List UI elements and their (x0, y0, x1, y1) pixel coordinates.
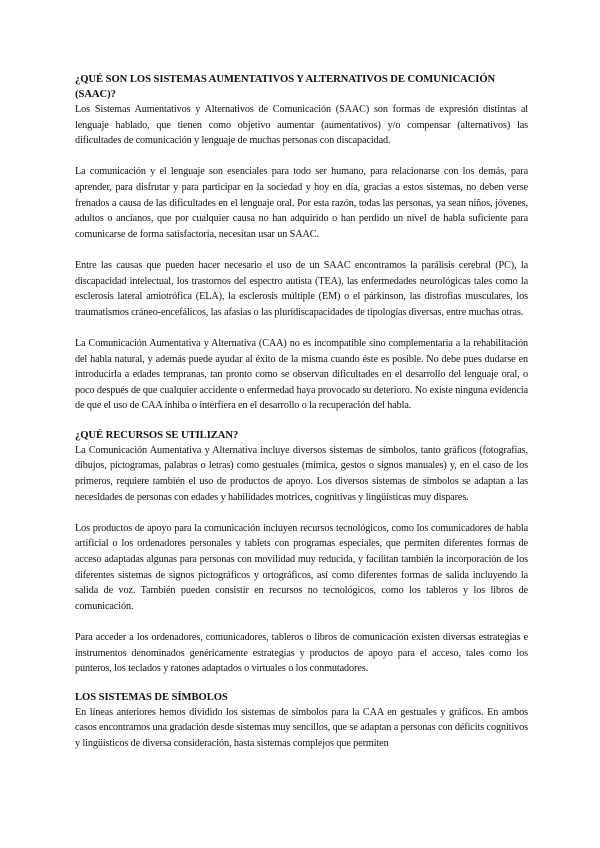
paragraph-importance: La comunicación y el lenguaje son esenciales para todo ser humano, para relacionarse con los demás, para aprender, para disfrutar y para participar en la sociedad y hoy en día, gracias a estos sistemas, no deben verse frenados a causa de las dificultades en el lenguaje oral. Por esta razón, todas las personas, ya sean niños, jóvenes, adultos o ancianos, que por cualquier causa no han adquirido o han perdido un nivel de habla suficiente para comunicarse de forma satisfactoria, necesitan usar un SAAC. (75, 166, 528, 240)
paragraph-caa-rehabilitation: La Comunicación Aumentativa y Alternativa (CAA) no es incompatible sino complementaria a la rehabilitación del habla natural, y además puede ayudar al éxito de la misma cuando éste es posible. No debe pues dudarse en introducirla a edades tempranas, tan pronto como se observan dificultades en el desarrollo del lenguaje oral, o poco después de que cualquier accidente o enfermedad haya provocado su deterioro. No existe ninguna evidencia de que el uso de CAA inhiba o interfiera en el desarrollo o la recuperación del habla. (75, 337, 528, 412)
paragraph-gap (75, 505, 528, 521)
heading-resources: ¿QUÉ RECURSOS SE UTILIZAN? (75, 429, 239, 441)
section-symbol-systems (75, 690, 528, 752)
paragraph-definition: Los Sistemas Aumentativos y Alternativos de Comunicación (SAAC) son formas de expresión distintas al lenguaje hablado, que tienen como objetivo aumentar (aumentativos) y/o compensar (alternativos) las dificultades de comunicación y lenguaje de muchas personas con discapacidad. (75, 104, 528, 147)
paragraph-symbol-gradation: En líneas anteriores hemos dividido los sistemas de símbolos para la CAA en gestuales y gráficos. En ambos casos encontramos una gradación desde sistemas muy sencillos, que se adaptan a personas con déficits cognitivos y lingüísticos de diversa consideración, hasta sistemas complejos que permiten (75, 706, 528, 749)
heading-symbol-systems: LOS SISTEMAS DE SÍMBOLOS (75, 691, 228, 703)
paragraph-symbol-systems: La Comunicación Aumentativa y Alternativa incluye diversos sistemas de símbolos, tanto gráficos (fotografías, dibujos, pictogramas, palabras o letras) como gestuales (mímica, gestos o signos manuales) y, en el caso de los primeros, requiere también el uso de productos de apoyo. Los diversos sistemas de símbolos se adaptan a las necesidades de personas con edades y habilidades motrices, cognitivas y lingüísticas muy dispares. (75, 444, 528, 503)
paragraph-gap (75, 242, 528, 258)
paragraph-gap (75, 320, 528, 336)
paragraph-gap (75, 614, 528, 630)
paragraph-support-products: Los productos de apoyo para la comunicación incluyen recursos tecnológicos, como los comunicadores de habla artificial o los ordenadores personales y tablets con programas especiales, que permiten diferentes formas de acceso adaptadas algunas para personas con movilidad muy reducida, y facilitan también la incorporación de los diferentes sistemas de signos pictográficos y ortográficos, así como diferentes formas de salida incluyendo la salida de voz. También pueden consistir en recursos no tecnológicos, como los tableros y los libros de comunicación. (75, 522, 528, 612)
paragraph-gap (75, 149, 528, 165)
heading-what-are-saac: ¿QUÉ SON LOS SISTEMAS AUMENTATIVOS Y ALTERNATIVOS DE COMUNICACIÓN (SAAC)? (75, 74, 496, 100)
paragraph-access-strategies: Para acceder a los ordenadores, comunicadores, tableros o libros de comunicación existen diversas estrategias e instrumentos denominados genéricamente estrategias y productos de apoyo para el acceso, tales como los punteros, los teclados y ratones adaptados o virtuales o los conmutadores. (75, 632, 528, 675)
section-saac (75, 72, 528, 414)
section-resources (75, 428, 528, 677)
paragraph-causes: Entre las causas que pueden hacer necesario el uso de un SAAC encontramos la parálisis cerebral (PC), la discapacidad intelectual, los trastornos del espectro autista (TEA), las enfermedades neurológicas tales como la esclerosis lateral amiotrófica (ELA), la esclerosis múltiple (EM) o el párkinson, las distrofias musculares, los traumatismos cráneo-encefálicos, las afasias o las pluridiscapacidades de tipologías diversas, entre muchas otras. (75, 259, 528, 318)
